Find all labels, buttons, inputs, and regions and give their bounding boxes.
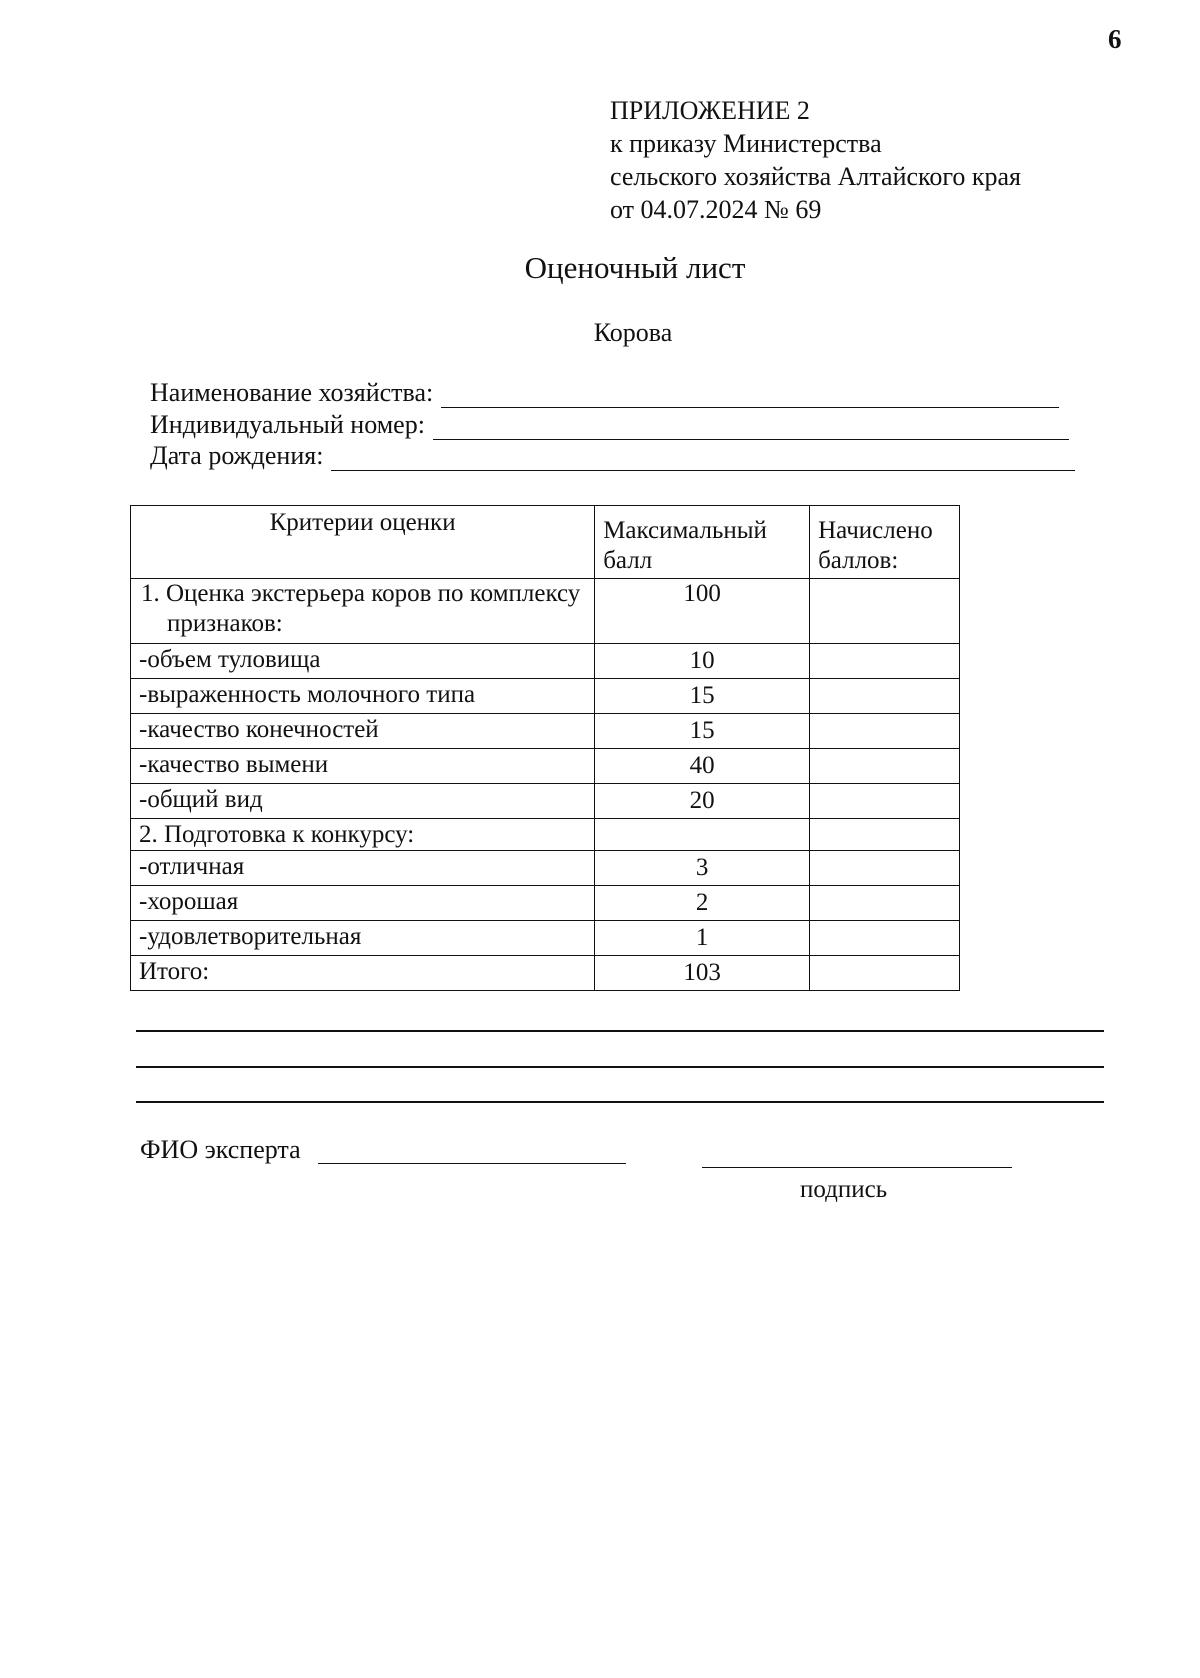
- max-score-cell: [595, 819, 810, 851]
- max-score-cell: 40: [595, 749, 810, 784]
- criterion-cell: -качество вымени: [131, 749, 595, 784]
- notes-line[interactable]: [136, 1066, 1104, 1068]
- appendix-ministry-line: сельского хозяйства Алтайского края: [610, 162, 1022, 191]
- appendix-date-line: от 04.07.2024 № 69: [610, 195, 822, 224]
- appendix-header: [610, 94, 1021, 226]
- appendix-order-line: к приказу Министерства: [610, 129, 882, 158]
- table-row: [131, 886, 960, 921]
- awarded-score-cell[interactable]: [810, 784, 960, 819]
- awarded-score-cell[interactable]: [810, 851, 960, 886]
- farm-name-blank[interactable]: [441, 385, 1059, 408]
- awarded-score-cell[interactable]: [810, 956, 960, 991]
- criterion-cell: -удовлетворительная: [131, 921, 595, 956]
- table-row: [131, 749, 960, 784]
- criterion-cell: -качество конечностей: [131, 714, 595, 749]
- awarded-score-cell[interactable]: [810, 679, 960, 714]
- awarded-score-cell[interactable]: [810, 819, 960, 851]
- table-row: [131, 819, 960, 851]
- criterion-cell: -хорошая: [131, 886, 595, 921]
- max-score-cell: 103: [595, 956, 810, 991]
- table-header-row: [131, 506, 960, 579]
- max-score-cell: 15: [595, 714, 810, 749]
- page-number: 6: [1108, 24, 1122, 54]
- farm-name-label: Наименование хозяйства:: [150, 378, 434, 407]
- max-score-cell: 2: [595, 886, 810, 921]
- max-score-cell: 3: [595, 851, 810, 886]
- header-awarded-score: Начислено баллов:: [810, 506, 960, 579]
- max-score-cell: 20: [595, 784, 810, 819]
- awarded-score-cell[interactable]: [810, 579, 960, 644]
- table-row: [131, 784, 960, 819]
- individual-number-field: [150, 410, 1069, 440]
- criterion-cell: 2. Подготовка к конкурсу:: [131, 819, 595, 851]
- farm-name-field: [150, 378, 1059, 408]
- table-row: [131, 921, 960, 956]
- expert-name-blank[interactable]: [318, 1163, 626, 1164]
- criterion-cell: 1. Оценка экстерьера коров по комплексу признаков:: [131, 579, 595, 644]
- max-score-cell: 15: [595, 679, 810, 714]
- page-subtitle: Корова: [593, 318, 673, 347]
- appendix-title: ПРИЛОЖЕНИЕ 2: [610, 96, 810, 125]
- max-score-cell: 100: [595, 579, 810, 644]
- criterion-cell: -объем туловища: [131, 644, 595, 679]
- criterion-cell: -отличная: [131, 851, 595, 886]
- expert-name-label: ФИО эксперта: [140, 1135, 301, 1164]
- notes-line[interactable]: [136, 1030, 1104, 1032]
- table-row: [131, 679, 960, 714]
- header-max-score: Максимальный балл: [595, 506, 810, 579]
- individual-number-blank[interactable]: [433, 417, 1069, 440]
- evaluation-table: [130, 505, 960, 991]
- signature-blank[interactable]: [702, 1167, 1012, 1168]
- birth-date-label: Дата рождения:: [150, 441, 324, 470]
- criterion-cell: Итого:: [131, 956, 595, 991]
- table-row: [131, 644, 960, 679]
- criterion-cell: -выраженность молочного типа: [131, 679, 595, 714]
- table-row: [131, 714, 960, 749]
- birth-date-blank[interactable]: [331, 448, 1075, 471]
- awarded-score-cell[interactable]: [810, 921, 960, 956]
- page-title: Оценочный лист: [524, 250, 746, 285]
- awarded-score-cell[interactable]: [810, 886, 960, 921]
- awarded-score-cell[interactable]: [810, 714, 960, 749]
- awarded-score-cell[interactable]: [810, 644, 960, 679]
- notes-line[interactable]: [136, 1101, 1104, 1103]
- header-criteria: Критерии оценки: [131, 506, 595, 579]
- max-score-cell: 10: [595, 644, 810, 679]
- signature-label: подпись: [800, 1176, 888, 1203]
- awarded-score-cell[interactable]: [810, 749, 960, 784]
- birth-date-field: [150, 441, 1075, 471]
- table-row: [131, 956, 960, 991]
- individual-number-label: Индивидуальный номер:: [150, 410, 425, 439]
- table-row: [131, 579, 960, 644]
- max-score-cell: 1: [595, 921, 810, 956]
- criterion-cell: -общий вид: [131, 784, 595, 819]
- table-row: [131, 851, 960, 886]
